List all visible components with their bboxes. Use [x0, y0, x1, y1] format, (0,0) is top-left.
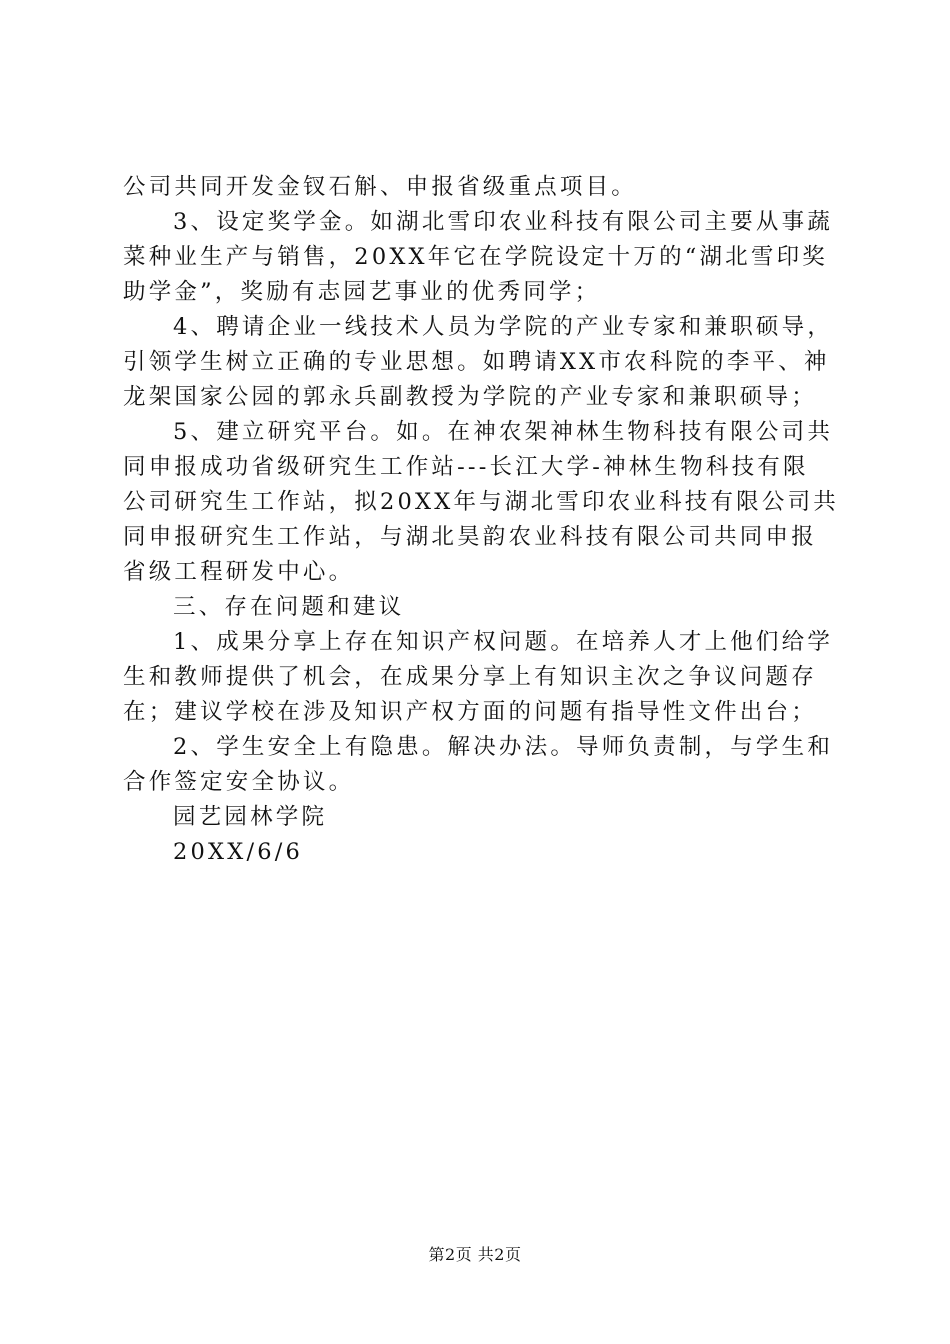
document-body	[123, 170, 839, 870]
text-line: 3、设定奖学金。如湖北雪印农业科技有限公司主要从事蔬	[173, 209, 834, 235]
signature-date: 20XX/6/6	[173, 839, 304, 865]
signature-org: 园艺园林学院	[173, 804, 328, 830]
text-line: 5、建立研究平台。如。在神农架神林生物科技有限公司共	[173, 419, 834, 445]
text-line: 同申报研究生工作站，与湖北昊韵农业科技有限公司共同申报	[123, 524, 817, 550]
text-line: 同申报成功省级研究生工作站---长江大学-神林生物科技有限	[123, 454, 809, 480]
text-line: 公司研究生工作站，拟20XX年与湖北雪印农业科技有限公司共	[123, 489, 839, 515]
text-line: 公司共同开发金钗石斛、申报省级重点项目。	[123, 174, 638, 200]
text-line: 1、成果分享上存在知识产权问题。在培养人才上他们给学	[173, 629, 834, 655]
text-line: 在；建议学校在涉及知识产权方面的问题有指导性文件出台；	[123, 699, 817, 725]
text-line: 4、聘请企业一线技术人员为学院的产业专家和兼职硕导，	[173, 314, 834, 340]
page-number-footer: 第2页 共2页	[428, 1245, 522, 1264]
section-heading: 三、存在问题和建议	[173, 594, 405, 620]
text-line: 菜种业生产与销售，20XX年它在学院设定十万的“湖北雪印奖	[123, 244, 828, 270]
text-line: 引领学生树立正确的专业思想。如聘请XX市农科院的李平、神	[123, 349, 830, 375]
text-line: 合作签定安全协议。	[123, 769, 355, 795]
text-line: 省级工程研发中心。	[123, 559, 355, 585]
text-line: 助学金”，奖励有志园艺事业的优秀同学；	[123, 279, 601, 305]
text-line: 龙架国家公园的郭永兵副教授为学院的产业专家和兼职硕导；	[123, 384, 817, 410]
text-line: 2、学生安全上有隐患。解决办法。导师负责制，与学生和	[173, 734, 834, 760]
text-line: 生和教师提供了机会，在成果分享上有知识主次之争议问题存	[123, 664, 817, 690]
